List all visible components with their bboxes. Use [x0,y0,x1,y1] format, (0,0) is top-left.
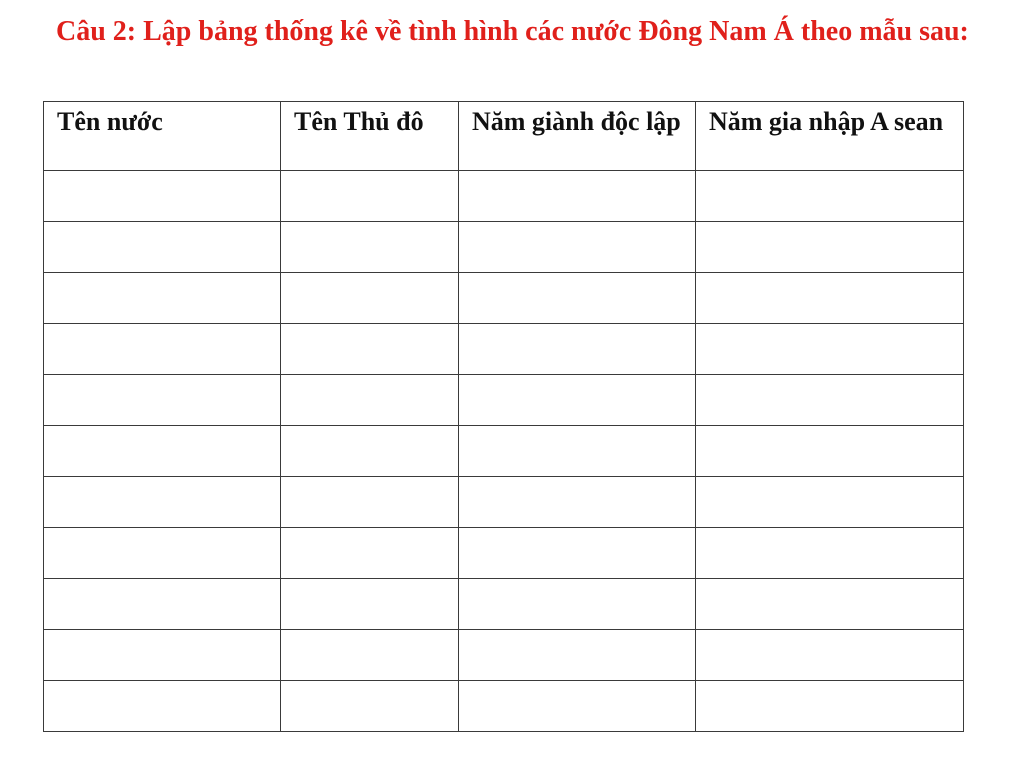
table-body [44,171,964,732]
table-row [44,171,964,222]
table-cell[interactable] [44,630,281,681]
table-cell[interactable] [281,477,459,528]
table-cell[interactable] [459,426,696,477]
table-cell[interactable] [44,273,281,324]
statistics-table [43,101,964,732]
table-cell[interactable] [459,222,696,273]
table-cell[interactable] [281,273,459,324]
table-cell[interactable] [281,630,459,681]
header-row [44,102,964,171]
table-cell[interactable] [44,222,281,273]
table-cell[interactable] [281,375,459,426]
table-cell[interactable] [696,477,964,528]
table-cell[interactable] [44,375,281,426]
table-cell[interactable] [459,273,696,324]
table-cell[interactable] [459,681,696,732]
table-cell[interactable] [696,222,964,273]
table-cell[interactable] [696,273,964,324]
table-cell[interactable] [459,171,696,222]
table-cell[interactable] [696,324,964,375]
table-cell[interactable] [44,528,281,579]
table-cell[interactable] [281,171,459,222]
table-cell[interactable] [44,426,281,477]
table-cell[interactable] [696,375,964,426]
table-row [44,630,964,681]
table-cell[interactable] [281,528,459,579]
table-cell[interactable] [459,579,696,630]
table-header [44,102,964,171]
table-cell[interactable] [281,222,459,273]
header-country-name: Tên nước [44,102,281,171]
table-row [44,222,964,273]
table-cell[interactable] [696,171,964,222]
table-row [44,477,964,528]
table-cell[interactable] [281,426,459,477]
table-row [44,681,964,732]
table-row [44,375,964,426]
header-asean-join-year: Năm gia nhập A sean [696,102,964,171]
table-cell[interactable] [696,681,964,732]
table-cell[interactable] [44,171,281,222]
table-row [44,273,964,324]
table-cell[interactable] [696,630,964,681]
table-row [44,426,964,477]
header-independence-year: Năm giành độc lập [459,102,696,171]
table-cell[interactable] [281,324,459,375]
table-cell[interactable] [696,426,964,477]
table-cell[interactable] [281,681,459,732]
table-row [44,528,964,579]
table-cell[interactable] [459,477,696,528]
table-cell[interactable] [696,579,964,630]
table-cell[interactable] [44,681,281,732]
table-cell[interactable] [44,579,281,630]
table-row [44,324,964,375]
table-cell[interactable] [459,528,696,579]
table-cell[interactable] [459,630,696,681]
table-cell[interactable] [281,579,459,630]
header-capital-name: Tên Thủ đô [281,102,459,171]
table-row [44,579,964,630]
table-cell[interactable] [696,528,964,579]
table-cell[interactable] [459,324,696,375]
table-cell[interactable] [459,375,696,426]
table-cell[interactable] [44,324,281,375]
question-heading: Câu 2: Lập bảng thống kê về tình hình các nước Đông Nam Á theo mẫu sau: [56,16,969,47]
table-cell[interactable] [44,477,281,528]
